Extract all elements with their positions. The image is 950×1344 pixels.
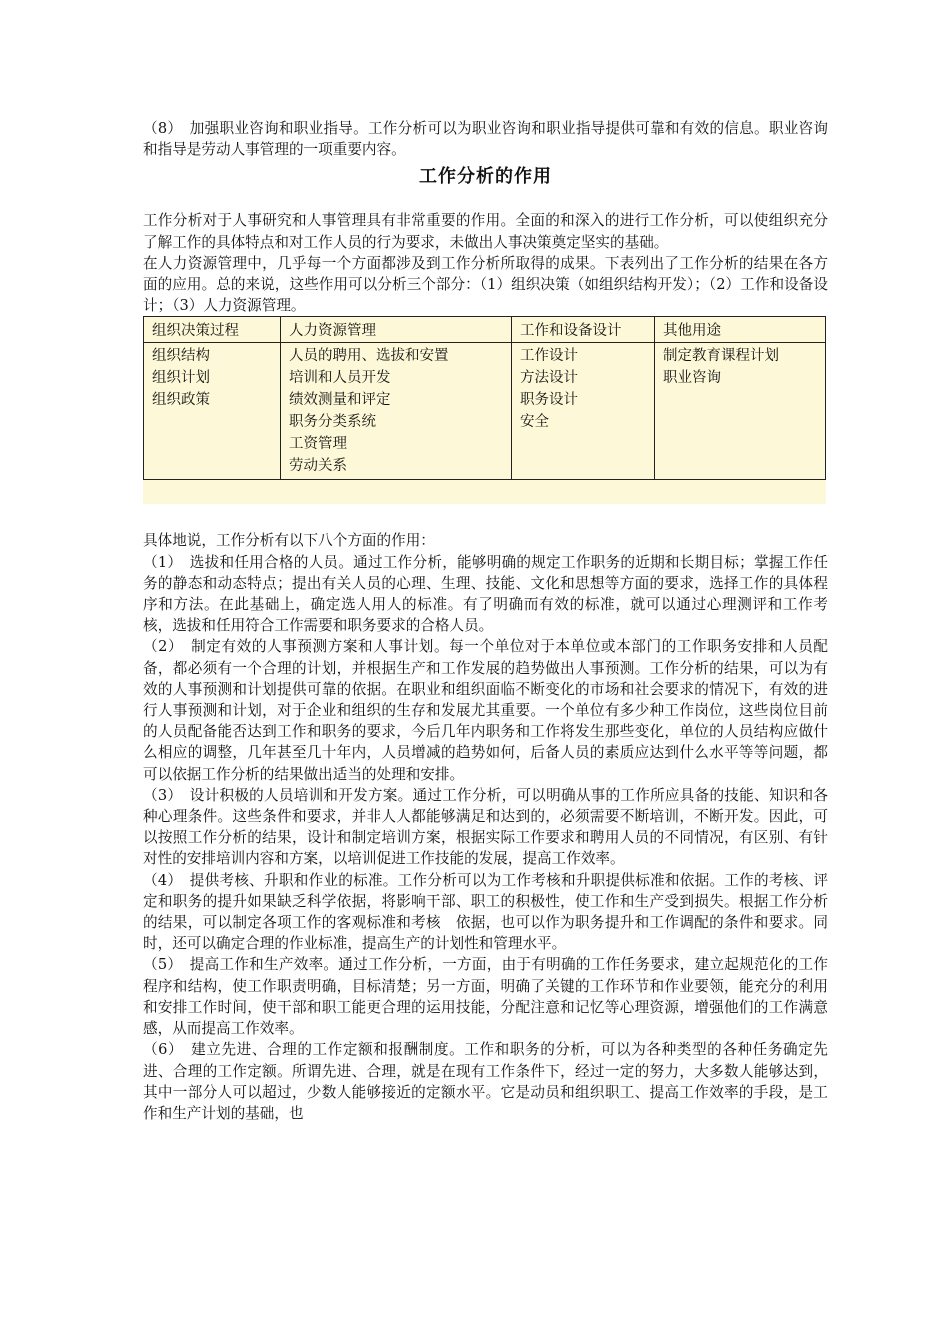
table-cell-item: 安全 — [520, 414, 549, 431]
paragraph: （3） 设计积极的人员培训和开发方案。通过工作分析，可以明确从事的工作所应具备的技能、知识和各种心理条件。这些条件和要求，并非人人都能够满足和达到的，必须需要不断培训，不断开发。因此，可以按照工作分析的结果，设计和制定培训方案，根据实际工作要求和聘用人员的不同情况，有区别、有针对性的安排培训内容和方案，以培训促进工作技能的发展，提高工作效率。 — [143, 786, 828, 868]
table-footer-band — [143, 480, 826, 504]
paragraph: 在人力资源管理中，几乎每一个方面都涉及到工作分析所取得的成果。下表列出了工作分析的结果在各方面的应用。总的来说，这些作用可以分析三个部分：（1）组织决策（如组织结构开发）；（2）工作和设备设计；（3）人力资源管理。 — [143, 254, 828, 315]
paragraph: 工作分析对于人事研究和人事管理具有非常重要的作用。全面的和深入的进行工作分析，可以使组织充分了解工作的具体特点和对工作人员的行为要求，未做出人事决策奠定坚实的基础。 — [143, 212, 828, 251]
table-header-cell: 人力资源管理 — [281, 317, 512, 343]
table-cell-item: 职业咨询 — [663, 370, 721, 387]
paragraph: 具体地说，工作分析有以下八个方面的作用： — [143, 532, 435, 550]
table-row — [144, 343, 826, 480]
table-cell-item: 工资管理 — [289, 436, 347, 453]
table-header-row — [144, 317, 826, 343]
paragraph: （5） 提高工作和生产效率。通过工作分析，一方面，由于有明确的工作任务要求，建立起规范化的工作程序和结构，使工作职责明确，目标清楚；另一方面，明确了关键的工作环节和作业要领，能充分的利用和安排工作时间，使干部和职工能更合理的运用技能，分配注意和记忆等心理资源，增强他们的工作满意感，从而提高工作效率。 — [143, 956, 828, 1038]
section-title: 工作分析的作用 — [419, 166, 552, 188]
table-cell-design — [512, 343, 655, 480]
table-cell-item: 组织结构 — [152, 348, 210, 365]
table-cell-item: 人员的聘用、选拔和安置 — [289, 348, 449, 365]
paragraph: （1） 选拔和任用合格的人员。通过工作分析，能够明确的规定工作职务的近期和长期目标；掌握工作任务的静态和动态特点；提出有关人员的心理、生理、技能、文化和思想等方面的要求，选择工作的具体程序和方法。在此基础上，确定选人用人的标准。有了明确而有效的标准，就可以通过心理测评和工作考核，选拔和任用符合工作需要和职务要求的合格人员。 — [143, 553, 828, 635]
table-cell-item: 培训和人员开发 — [289, 370, 391, 387]
table-cell-item: 组织政策 — [152, 392, 210, 409]
table-cell-item: 劳动关系 — [289, 458, 347, 475]
table-cell-item: 职务分类系统 — [289, 414, 376, 431]
paragraph: （6） 建立先进、合理的工作定额和报酬制度。工作和职务的分析，可以为各种类型的各种任务确定先进、合理的工作定额。所谓先进、合理，就是在现有工作条件下，经过一定的努力，大多数人能够达到，其中一部分人可以超过，少数人能够接近的定额水平。它是动员和组织职工、提高工作效率的手段，是工作和生产计划的基础，也 — [143, 1041, 828, 1122]
table-cell-item: 工作设计 — [520, 348, 578, 365]
table-header-cell: 其他用途 — [655, 317, 826, 343]
table-cell-item: 组织计划 — [152, 370, 210, 387]
intro-paragraph: （8） 加强职业咨询和职业指导。工作分析可以为职业咨询和职业指导提供可靠和有效的信息。职业咨询和指导是劳动人事管理的一项重要内容。 — [143, 120, 828, 159]
table-header-cell: 工作和设备设计 — [512, 317, 655, 343]
application-table — [143, 316, 826, 480]
paragraph: （2） 制定有效的人事预测方案和人事计划。每一个单位对于本单位或本部门的工作职务安排和人员配备，都必须有一个合理的计划，并根据生产和工作发展的趋势做出人事预测。工作分析的结果，可以为有效的人事预测和计划提供可靠的依据。在职业和组织面临不断变化的市场和社会要求的情况下，有效的进行人事预测和计划，对于企业和组织的生存和发展尤其重要。一个单位有多少种工作岗位，这些岗位目前的人员配备能否达到工作和职务的要求，今后几年内职务和工作将发生那些变化，单位的人员结构应做什么相应的调整，几年甚至几十年内，人员增减的趋势如何，后备人员的素质应达到什么水平等等问题，都可以依据工作分析的结果做出适当的处理和安排。 — [143, 638, 828, 783]
paragraph: （4） 提供考核、升职和作业的标准。工作分析可以为工作考核和升职提供标准和依据。工作的考核、评定和职务的提升如果缺乏科学依据，将影响干部、职工的积极性，使工作和生产受到损失。根据工作分析的结果，可以制定各项工作的客观标准和考核 依据，也可以作为职务提升和工作调配的条件和要求。同时，还可以确定合理的作业标准，提高生产的计划性和管理水平。 — [143, 871, 828, 953]
table-cell-other — [655, 343, 826, 480]
table-cell-org — [144, 343, 281, 480]
table-cell-item: 方法设计 — [520, 370, 578, 387]
spacer — [143, 504, 828, 530]
table-header-cell: 组织决策过程 — [144, 317, 281, 343]
table-cell-item: 制定教育课程计划 — [663, 348, 779, 365]
table-cell-item: 职务设计 — [520, 392, 578, 409]
document-page — [143, 118, 828, 1124]
table-cell-item: 绩效测量和评定 — [289, 392, 391, 409]
table-cell-hr — [281, 343, 512, 480]
